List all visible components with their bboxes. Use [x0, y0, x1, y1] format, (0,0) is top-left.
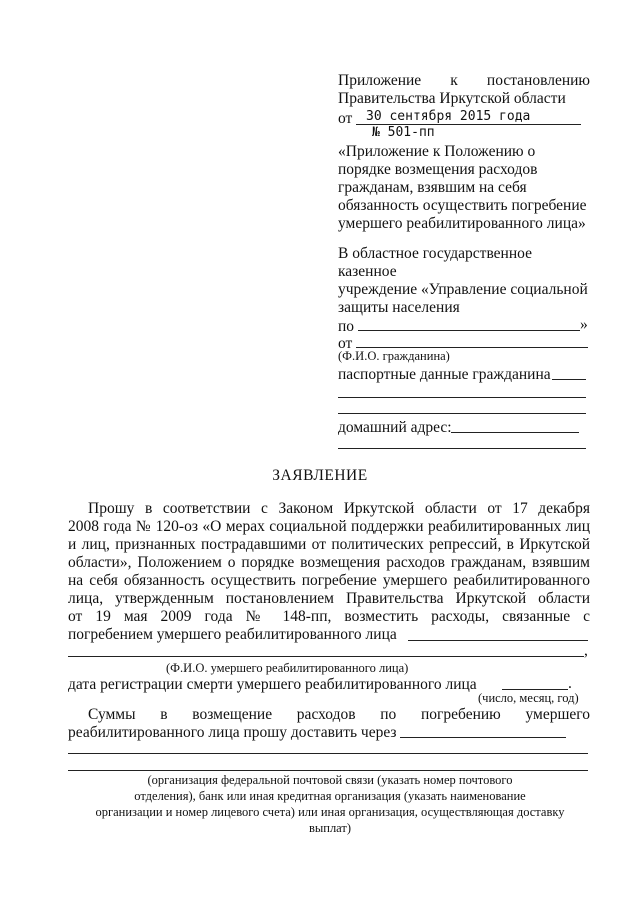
po-close-quote: »: [580, 316, 588, 333]
document-title: ЗАЯВЛЕНИЕ: [272, 467, 368, 484]
date-caption: (число, месяц, год): [478, 691, 579, 705]
burial-label: погребением умершего реабилитированного лица: [68, 626, 397, 643]
body-line: области», Положением о порядке возмещения расходов гражданам, взявшим: [68, 554, 590, 571]
fio-caption: (Ф.И.О. гражданина): [338, 349, 450, 363]
body-line: Прошу в соответствии с Законом Иркутской области от 17 декабря: [88, 500, 590, 517]
appendix-line-1: Приложение к постановлению: [338, 72, 590, 89]
sums-line-2: реабилитированного лица прошу доставить через: [68, 724, 397, 741]
addressee-line: защиты населения: [338, 299, 460, 316]
home-address-field[interactable]: [451, 432, 579, 433]
org-caption-line: отделения), банк или иная кредитная организация (указать наименование: [134, 789, 526, 803]
appendix-number: № 501-пп: [372, 125, 435, 140]
appendix-date: 30 сентября 2015 года: [366, 109, 531, 124]
sums-line-1: Суммы в возмещение расходов по погребению умершего: [88, 706, 590, 723]
deceased-comma: ,: [584, 642, 588, 659]
org-caption-line: организации и номер лицевого счета) или иная организация, осуществляющая доставку: [95, 805, 565, 819]
home-address-label: домашний адрес:: [338, 419, 452, 436]
body-line: лица, утвержденным постановлением Правительства Иркутской области: [68, 590, 590, 607]
addressee-line: В областное государственное: [338, 245, 532, 262]
body-line: и лиц, признанных пострадавшими от политических репрессий, в Иркутской: [68, 536, 590, 553]
delivery-field-line-2[interactable]: [68, 753, 588, 754]
deceased-caption: (Ф.И.О. умершего реабилитированного лица): [166, 661, 409, 675]
appendix-quote-line: умершего реабилитированного лица»: [338, 215, 586, 232]
burial-field[interactable]: [408, 640, 588, 641]
body-line: на себя обязанность осуществить погребение умершего реабилитированного: [68, 572, 590, 589]
org-caption-line: (организация федеральной почтовой связи (указать номер почтового: [147, 773, 513, 787]
passport-field-line-3[interactable]: [338, 413, 586, 414]
appendix-line-2: Правительства Иркутской области: [338, 90, 566, 107]
deceased-name-field[interactable]: [68, 656, 584, 657]
po-field[interactable]: [358, 330, 580, 331]
org-caption: [60, 772, 600, 836]
appendix-quote-line: гражданам, взявшим на себя: [338, 179, 527, 196]
passport-label: паспортные данные гражданина: [338, 366, 551, 383]
org-caption-line: выплат): [308, 821, 352, 835]
appendix-quote-line: порядке возмещения расходов: [338, 161, 538, 178]
delivery-field-line-3[interactable]: [68, 770, 588, 771]
home-address-field-line-2[interactable]: [338, 448, 586, 449]
ot-label: от: [338, 335, 353, 352]
passport-field[interactable]: [552, 379, 586, 380]
appendix-ot-label: от: [338, 110, 353, 127]
body-line: от 19 мая 2009 года № 148-пп, возместить расходы, связанные с: [68, 608, 590, 625]
body-line: 2008 года № 120-оз «О мерах социальной поддержки реабилитированных лиц: [68, 518, 590, 535]
passport-field-line-2[interactable]: [338, 397, 586, 398]
po-label: по: [338, 318, 355, 335]
appendix-quote: [338, 143, 587, 233]
death-registration-label: дата регистрации смерти умершего реабилитированного лица: [68, 676, 477, 693]
appendix-quote-line: обязанность осуществить погребение: [338, 197, 587, 214]
appendix-quote-line: «Приложение к Положению о: [338, 143, 536, 160]
addressee-line: учреждение «Управление социальной: [338, 281, 588, 298]
addressee-line: казенное: [338, 263, 397, 280]
delivery-field[interactable]: [400, 737, 566, 738]
addressee-block: [338, 245, 588, 317]
death-registration-period: .: [568, 675, 572, 692]
